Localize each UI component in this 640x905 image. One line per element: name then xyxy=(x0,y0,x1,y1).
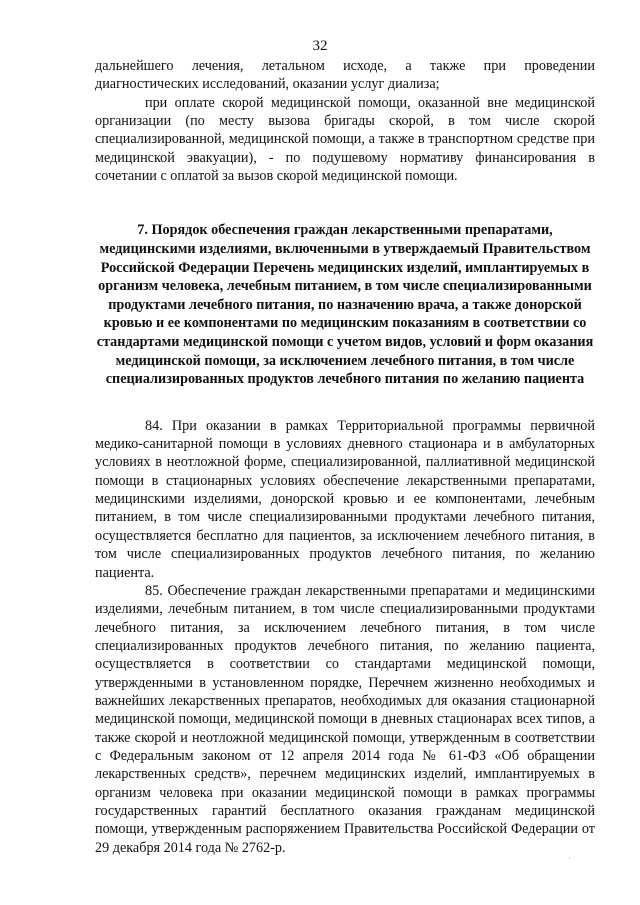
section-heading: 7. Порядок обеспечения граждан лекарственными препаратами, медицинскими изделиями, включенными в утверждаемый Правительством Российской Федерации Перечень медицинских изделий, имплантируемых в организм человека, лечебным питанием, в том числе специализированными продуктами лечебного питания, по назначению врача, а также донорской кровью и ее компонентами по медицинским показаниям в соответствии со стандартами медицинской помощи с учетом видов, условий и форм оказания медицинской помощи, за исключением лечебного питания, в том числе специализированных продуктов лечебного питания по желанию пациента xyxy=(96,222,594,388)
page-number: 32 xyxy=(312,38,328,54)
paragraph-ambulance-payment: при оплате скорой медицинской помощи, оказанной вне медицинской организации (по месту вызова бригады скорой, в том числе скорой специализированной, медицинской помощи, а также в транспортном средстве при медицинской эвакуации), - по подушевому нормативу финансирования в сочетании с оплатой за вызов скорой медицинской помощи. xyxy=(95,94,595,185)
paragraph-continuation: дальнейшего лечения, летальном исходе, а также при проведении диагностических исследований, оказании услуг диализа; xyxy=(95,58,595,93)
document-body xyxy=(95,57,595,857)
paragraph-item-85: 85. Обеспечение граждан лекарственными препаратами и медицинскими изделиями, лечебным питанием, в том числе специализированными продуктами лечебного питания, за исключением лечебного питания, в том числе специализированных продуктов лечебного питания, по желанию пациента, осуществляется в соответствии со стандартами медицинской помощи, утвержденными в установленном порядке, Перечнем жизненно необходимых и важнейших лекарственных препаратов, необходимых для оказания стационарной медицинской помощи, медицинской помощи в дневных стационарах всех типов, а также скорой и неотложной медицинской помощи, утвержденным в соответствии с Федеральным законом от 12 апреля 2014 года № 61-ФЗ «Об обращении лекарственных средств», перечнем медицинских изделий, имплантируемых в организм человека при оказании медицинской помощи в рамках программы государственных гарантий бесплатного оказания гражданам медицинской помощи, утвержденным распоряжением Правительства Российской Федерации от 29 декабря 2014 года № 2762-р. xyxy=(95,582,595,856)
scan-speck: · xyxy=(568,853,571,863)
paragraph-item-84: 84. При оказании в рамках Территориальной программы первичной медико-санитарной помощи в условиях дневного стационара и в амбулаторных условиях в неотложной форме, специализированной, паллиативной медицинской помощи в стационарных условиях обеспечение лекарственными препаратами, медицинскими изделиями, донорской кровью и ее компонентами, лечебным питанием, в том числе специализированными продуктами лечебного питания, осуществляется бесплатно для пациентов, за исключением лечебного питания, в том числе специализированных продуктов лечебного питания, по желанию пациента. xyxy=(95,417,595,581)
